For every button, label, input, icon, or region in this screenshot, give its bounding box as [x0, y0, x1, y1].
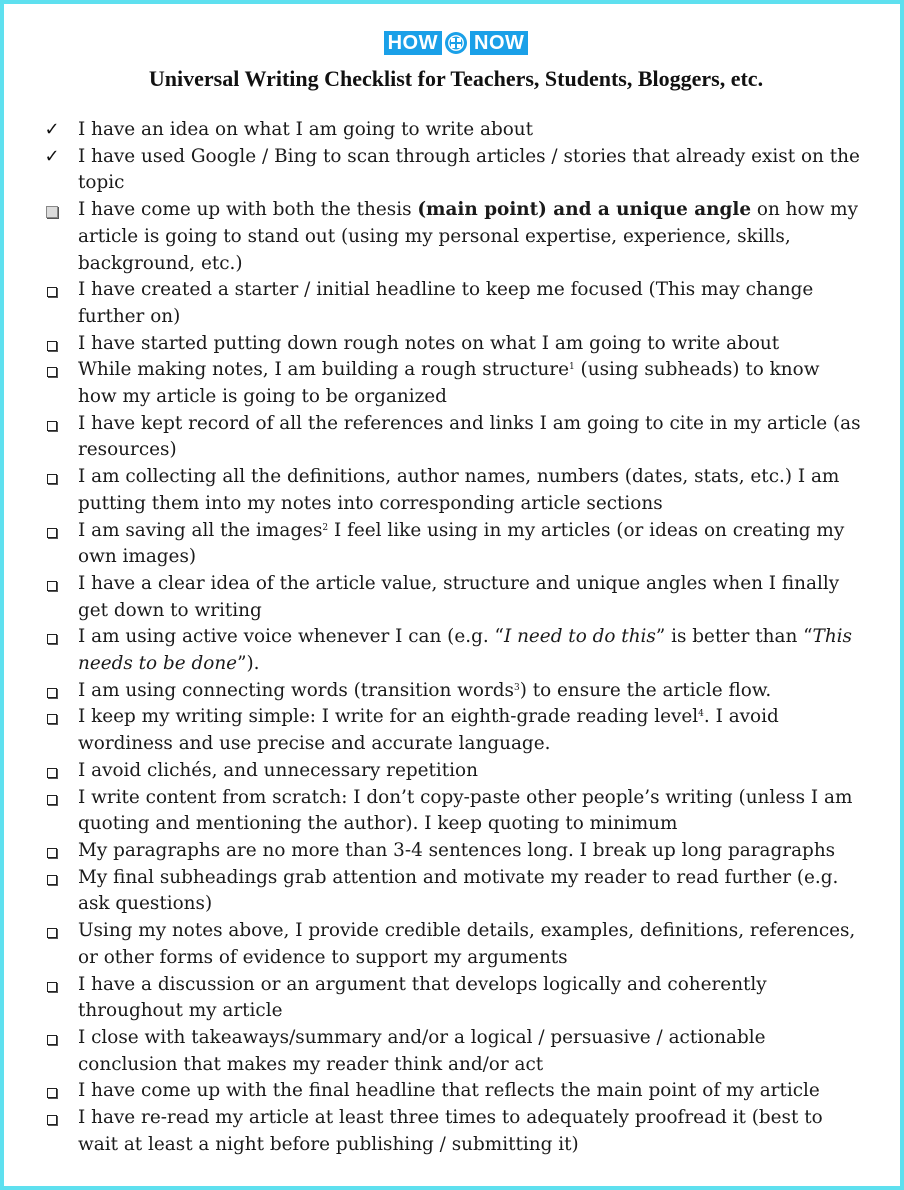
checkbox-icon[interactable]: [42, 838, 62, 867]
checklist-item: [42, 972, 862, 1025]
item-text: I am using connecting words (transition words$^3$) to ensure the article flow.: [78, 679, 772, 701]
checkbox-icon[interactable]: [42, 277, 62, 306]
item-text: I am using active voice whenever I can (e.g. “I need to do this” is better than “This needs to be done”).: [78, 626, 852, 675]
item-text: I have re-read my article at least three times to adequately proofread it (best to wait at least a night before publishing / submitting it): [78, 1107, 823, 1155]
checklist-item: [42, 785, 862, 838]
checklist: [42, 117, 862, 1158]
checkbox-icon[interactable]: [42, 518, 62, 547]
footnote-ref: 1: [568, 362, 575, 373]
page-title: Universal Writing Checklist for Teachers, Students, Bloggers, etc.: [148, 66, 764, 91]
checklist-item: [42, 277, 862, 330]
checklist-item: [42, 704, 862, 757]
checkbox-icon[interactable]: [42, 571, 62, 600]
grid-globe-icon: [445, 32, 467, 54]
checklist-item: [42, 1105, 862, 1158]
checklist-item: [42, 758, 862, 785]
logo-box: [384, 31, 529, 55]
checkbox-icon[interactable]: [42, 785, 62, 814]
checklist-item: [42, 918, 862, 971]
checklist-item: [42, 1078, 862, 1105]
item-bold-text: (main point) and a unique angle: [417, 199, 752, 221]
checkbox-icon[interactable]: [42, 357, 62, 386]
item-text: I have kept record of all the references and links I am going to cite in my article (as resources): [78, 412, 861, 461]
checkbox-icon[interactable]: [42, 464, 62, 493]
checklist-item: [42, 678, 862, 705]
checkbox-icon[interactable]: [42, 411, 62, 440]
footnote-ref: 4: [698, 709, 704, 720]
item-text: I have created a starter / initial headline to keep me focused (This may change further on): [78, 279, 814, 327]
logo-word-left: HOW: [384, 31, 442, 55]
checkmark-icon[interactable]: ✓: [44, 119, 60, 140]
checklist-item: [42, 117, 862, 144]
checkbox-icon[interactable]: [42, 758, 62, 787]
checkbox-icon[interactable]: [42, 331, 62, 360]
checkbox-icon[interactable]: [42, 704, 62, 733]
item-text: I close with takeaways/summary and/or a logical / persuasive / actionable conclusion that makes my reader think and/or act: [78, 1026, 766, 1075]
item-text: While making notes, I am building a rough structure$^1$ (using subheads) to know how my article is going to be organized: [78, 359, 820, 408]
logo: [4, 31, 904, 55]
item-text: I have used Google / Bing to scan through articles / stories that already exist on the topic: [78, 145, 860, 194]
checklist-item: [42, 357, 862, 410]
checklist-item: [42, 838, 862, 865]
footnote-ref: 3: [513, 682, 520, 693]
checklist-item: [42, 411, 862, 464]
item-text: I have started putting down rough notes on what I am going to write about: [78, 332, 780, 354]
checkbox-icon[interactable]: [42, 918, 62, 947]
item-text: My final subheadings grab attention and motivate my reader to read further (e.g. ask questions): [78, 866, 839, 915]
item-text: I avoid clichés, and unnecessary repetition: [78, 759, 478, 781]
checklist-item: [42, 624, 862, 677]
checkbox-icon[interactable]: [42, 624, 62, 653]
item-text: I write content from scratch: I don’t copy-paste other people’s writing (unless I am quoting and mentioning the author). I keep quoting to minimum: [78, 786, 853, 835]
item-text: Using my notes above, I provide credible details, examples, definitions, references, or other forms of evidence to support my arguments: [78, 920, 856, 968]
checklist-item: [42, 1025, 862, 1078]
checklist-item: [42, 571, 862, 624]
checkbox-icon[interactable]: [42, 678, 62, 707]
item-text: I have come up with the final headline that reflects the main point of my article: [78, 1080, 820, 1102]
checkbox-icon[interactable]: [42, 197, 62, 227]
item-text: I have a discussion or an argument that develops logically and coherently throughout my article: [78, 973, 767, 1022]
checklist-item: [42, 865, 862, 918]
checkmark-icon[interactable]: ✓: [44, 145, 60, 167]
item-text: I keep my writing simple: I write for an eighth-grade reading level$^4$. I avoid wordiness and use precise and accurate language.: [78, 706, 779, 755]
footnote-ref: 2: [322, 522, 329, 533]
item-text: I have come up with both the thesis (main point) and a unique angle on how my article is going to stand out (using my personal expertise, experience, skills, background, etc.): [78, 199, 858, 274]
checklist-item: [42, 331, 862, 358]
checklist-item: [42, 197, 862, 277]
item-italic-text: This needs to be done: [78, 626, 852, 675]
item-text: I am collecting all the definitions, author names, numbers (dates, stats, etc.) I am putting them into my notes into corresponding article sections: [78, 466, 840, 514]
checkbox-icon[interactable]: [42, 1078, 62, 1107]
checkbox-icon[interactable]: [42, 972, 62, 1001]
checklist-item: [42, 518, 862, 571]
checkbox-icon[interactable]: [42, 865, 62, 894]
checklist-item: [42, 464, 862, 517]
item-text: I am saving all the images$^2$ I feel like using in my articles (or ideas on creating my own images): [78, 519, 845, 568]
checkbox-icon[interactable]: [42, 1105, 62, 1134]
item-text: My paragraphs are no more than 3-4 sentences long. I break up long paragraphs: [78, 839, 836, 861]
checklist-item: [42, 144, 862, 197]
item-text: I have an idea on what I am going to write about: [78, 119, 534, 140]
item-text: I have a clear idea of the article value, structure and unique angles when I finally get down to writing: [78, 572, 840, 621]
checkbox-icon[interactable]: [42, 1025, 62, 1054]
item-italic-text: I need to do this: [503, 626, 656, 648]
logo-word-right: NOW: [470, 31, 528, 55]
